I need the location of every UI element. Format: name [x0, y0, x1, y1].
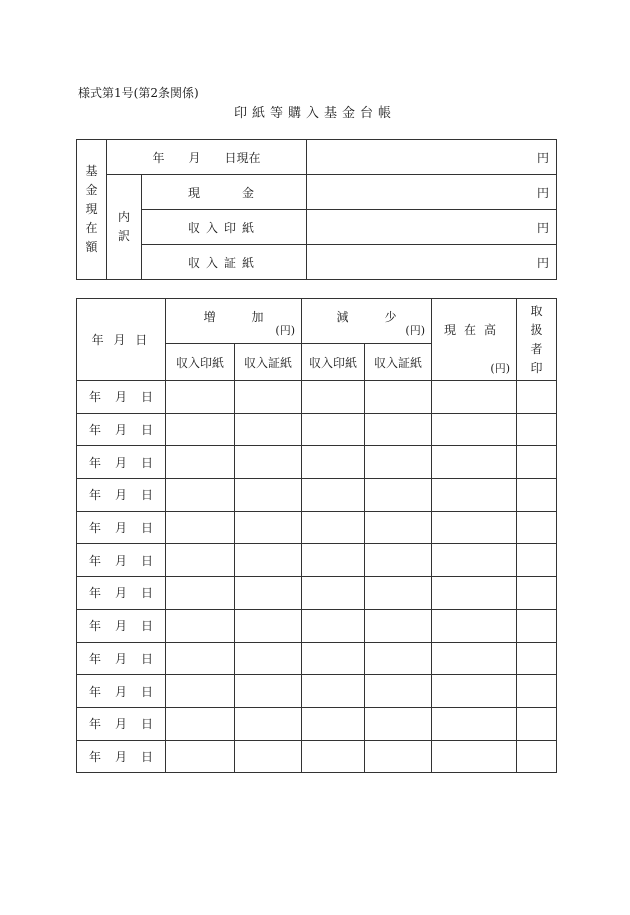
handler-seal-cell[interactable]	[517, 642, 557, 675]
decrease-stamp-cell[interactable]	[302, 511, 365, 544]
increase-certificate-cell[interactable]	[235, 577, 302, 610]
decrease-certificate-cell[interactable]	[365, 479, 432, 512]
ledger-row	[77, 577, 557, 610]
balance-cell[interactable]	[432, 446, 517, 479]
handler-seal-cell[interactable]	[517, 544, 557, 577]
increase-stamp-cell[interactable]	[166, 707, 235, 740]
date-part: 年	[88, 423, 101, 438]
date-part: 日	[140, 423, 153, 438]
increase-certificate-cell[interactable]	[235, 381, 302, 414]
decrease-certificate-cell[interactable]	[365, 707, 432, 740]
decrease-stamp-cell[interactable]	[302, 642, 365, 675]
date-part: 日	[140, 749, 153, 764]
decrease-stamp-cell[interactable]	[302, 609, 365, 642]
ledger-row	[77, 642, 557, 675]
date-part: 月	[114, 553, 127, 568]
ledger-row	[77, 446, 557, 479]
increase-stamp-cell[interactable]	[166, 511, 235, 544]
decrease-header	[302, 299, 432, 344]
increase-stamp-cell[interactable]	[166, 479, 235, 512]
decrease-certificate-cell[interactable]	[365, 544, 432, 577]
ledger-row	[77, 511, 557, 544]
increase-header	[166, 299, 302, 344]
increase-stamp-header: 収入印紙	[166, 344, 235, 381]
handler-seal-cell[interactable]	[517, 675, 557, 708]
increase-certificate-cell[interactable]	[235, 446, 302, 479]
ledger-table	[76, 298, 557, 773]
vertical-char: 扱	[530, 322, 543, 337]
ledger-date-cell[interactable]	[77, 544, 166, 577]
vertical-char: 額	[85, 240, 98, 254]
balance-cell[interactable]	[432, 479, 517, 512]
ledger-row	[77, 609, 557, 642]
decrease-stamp-cell[interactable]	[302, 413, 365, 446]
date-part: 月	[114, 684, 127, 699]
balance-cell[interactable]	[432, 707, 517, 740]
increase-certificate-cell[interactable]	[235, 479, 302, 512]
date-part: 月	[114, 390, 127, 405]
handler-seal-cell[interactable]	[517, 381, 557, 414]
balance-cell[interactable]	[432, 413, 517, 446]
increase-unit: (円)	[275, 324, 295, 337]
increase-stamp-cell[interactable]	[166, 577, 235, 610]
date-part: 年	[88, 749, 101, 764]
date-part: 年	[88, 684, 101, 699]
handler-seal-cell[interactable]	[517, 413, 557, 446]
decrease-certificate-cell[interactable]	[365, 675, 432, 708]
decrease-label: 減 少	[336, 310, 397, 324]
date-part: 月	[114, 488, 127, 503]
date-part: 年	[88, 488, 101, 503]
date-part: 年	[88, 455, 101, 470]
date-part: 日	[140, 553, 153, 568]
date-part: 年	[88, 553, 101, 568]
decrease-unit: (円)	[405, 324, 425, 337]
decrease-stamp-cell[interactable]	[302, 479, 365, 512]
fund-side-label	[77, 140, 107, 280]
handler-seal-cell[interactable]	[517, 740, 557, 773]
decrease-stamp-cell[interactable]	[302, 675, 365, 708]
decrease-certificate-cell[interactable]	[365, 609, 432, 642]
ledger-date-cell[interactable]	[77, 707, 166, 740]
increase-stamp-cell[interactable]	[166, 675, 235, 708]
date-part: 日	[140, 619, 153, 634]
decrease-stamp-cell[interactable]	[302, 707, 365, 740]
breakdown-label	[107, 175, 142, 280]
increase-certificate-header: 収入証紙	[235, 344, 302, 381]
date-part: 年	[88, 651, 101, 666]
revenue-stamp-amount[interactable]	[307, 210, 557, 245]
decrease-certificate-cell[interactable]	[365, 413, 432, 446]
decrease-certificate-cell[interactable]	[365, 446, 432, 479]
decrease-certificate-cell[interactable]	[365, 381, 432, 414]
yen-unit: 円	[537, 220, 550, 235]
ledger-row	[77, 479, 557, 512]
decrease-stamp-cell[interactable]	[302, 577, 365, 610]
date-part: 日	[140, 488, 153, 503]
balance-label: 現在高	[443, 323, 504, 337]
increase-label: 増 加	[203, 310, 264, 324]
handler-seal-cell[interactable]	[517, 609, 557, 642]
date-part: 年	[88, 390, 101, 405]
document-title: 印紙等購入基金台帳	[233, 106, 396, 121]
date-part: 月	[114, 586, 127, 601]
vertical-char: 者	[530, 341, 543, 356]
fund-total-amount[interactable]	[307, 140, 557, 175]
date-part: 月	[114, 651, 127, 666]
balance-cell[interactable]	[432, 544, 517, 577]
handler-seal-header	[517, 299, 557, 381]
ledger-row	[77, 675, 557, 708]
ledger-date-cell[interactable]	[77, 740, 166, 773]
date-part: 日	[140, 521, 153, 536]
ledger-row	[77, 707, 557, 740]
ledger-row	[77, 413, 557, 446]
handler-seal-cell[interactable]	[517, 446, 557, 479]
date-part: 月	[114, 717, 127, 732]
date-part: 月	[114, 455, 127, 470]
ledger-date-cell[interactable]	[77, 479, 166, 512]
ledger-date-cell[interactable]	[77, 675, 166, 708]
cash-amount[interactable]	[307, 175, 557, 210]
vertical-char: 金	[85, 183, 98, 197]
increase-certificate-cell[interactable]	[235, 609, 302, 642]
date-part: 日	[140, 684, 153, 699]
date-part: 日	[140, 651, 153, 666]
date-part: 年	[88, 619, 101, 634]
decrease-certificate-header: 収入証紙	[365, 344, 432, 381]
date-part: 月	[114, 619, 127, 634]
increase-certificate-cell[interactable]	[235, 413, 302, 446]
increase-certificate-cell[interactable]	[235, 511, 302, 544]
increase-stamp-cell[interactable]	[166, 740, 235, 773]
balance-cell[interactable]	[432, 740, 517, 773]
decrease-stamp-cell[interactable]	[302, 381, 365, 414]
decrease-stamp-cell[interactable]	[302, 544, 365, 577]
increase-stamp-cell[interactable]	[166, 446, 235, 479]
ledger-date-cell[interactable]	[77, 609, 166, 642]
increase-certificate-cell[interactable]	[235, 642, 302, 675]
form-number: 様式第1号(第2条関係)	[78, 86, 199, 100]
date-part: 月	[114, 423, 127, 438]
decrease-certificate-cell[interactable]	[365, 511, 432, 544]
increase-stamp-cell[interactable]	[166, 413, 235, 446]
ledger-date-cell[interactable]	[77, 413, 166, 446]
revenue-certificate-amount[interactable]	[307, 245, 557, 280]
vertical-char: 現	[85, 202, 98, 216]
date-part: 年	[88, 717, 101, 732]
balance-cell[interactable]	[432, 577, 517, 610]
ledger-date-cell[interactable]	[77, 381, 166, 414]
handler-seal-cell[interactable]	[517, 707, 557, 740]
decrease-certificate-cell[interactable]	[365, 577, 432, 610]
yen-unit: 円	[537, 150, 550, 165]
decrease-stamp-cell[interactable]	[302, 446, 365, 479]
increase-certificate-cell[interactable]	[235, 707, 302, 740]
balance-unit: (円)	[490, 362, 510, 375]
yen-unit: 円	[537, 185, 550, 200]
date-part: 日	[140, 717, 153, 732]
ledger-date-cell[interactable]	[77, 642, 166, 675]
date-column-header: 年 月 日	[77, 299, 166, 381]
fund-date-label: 年 月 日現在	[107, 140, 307, 175]
handler-seal-cell[interactable]	[517, 577, 557, 610]
handler-seal-cell[interactable]	[517, 511, 557, 544]
increase-stamp-cell[interactable]	[166, 381, 235, 414]
ledger-row	[77, 381, 557, 414]
vertical-char: 取	[530, 303, 543, 318]
vertical-char: 内	[117, 210, 130, 224]
increase-certificate-cell[interactable]	[235, 544, 302, 577]
increase-certificate-cell[interactable]	[235, 740, 302, 773]
date-part: 月	[114, 749, 127, 764]
decrease-stamp-cell[interactable]	[302, 740, 365, 773]
decrease-certificate-cell[interactable]	[365, 642, 432, 675]
decrease-certificate-cell[interactable]	[365, 740, 432, 773]
date-part: 年	[88, 586, 101, 601]
increase-stamp-cell[interactable]	[166, 642, 235, 675]
balance-cell[interactable]	[432, 511, 517, 544]
ledger-row	[77, 740, 557, 773]
cash-label: 現 金	[142, 175, 307, 210]
date-part: 日	[140, 586, 153, 601]
ledger-row	[77, 544, 557, 577]
balance-cell[interactable]	[432, 381, 517, 414]
balance-cell[interactable]	[432, 609, 517, 642]
date-part: 日	[140, 390, 153, 405]
vertical-char: 在	[85, 221, 98, 235]
date-part: 年	[88, 521, 101, 536]
decrease-stamp-header: 収入印紙	[302, 344, 365, 381]
ledger-date-cell[interactable]	[77, 511, 166, 544]
ledger-date-cell[interactable]	[77, 446, 166, 479]
handler-seal-cell[interactable]	[517, 479, 557, 512]
ledger-date-cell[interactable]	[77, 577, 166, 610]
vertical-char: 基	[85, 164, 98, 178]
yen-unit: 円	[537, 255, 550, 270]
vertical-char: 訳	[117, 229, 130, 243]
date-part: 日	[140, 455, 153, 470]
increase-stamp-cell[interactable]	[166, 544, 235, 577]
revenue-certificate-label: 収入証紙	[142, 245, 307, 280]
revenue-stamp-label: 収入印紙	[142, 210, 307, 245]
fund-balance-table	[76, 139, 557, 280]
increase-certificate-cell[interactable]	[235, 675, 302, 708]
date-part: 月	[114, 521, 127, 536]
balance-header	[432, 299, 517, 381]
increase-stamp-cell[interactable]	[166, 609, 235, 642]
vertical-char: 印	[530, 360, 543, 375]
balance-cell[interactable]	[432, 642, 517, 675]
balance-cell[interactable]	[432, 675, 517, 708]
